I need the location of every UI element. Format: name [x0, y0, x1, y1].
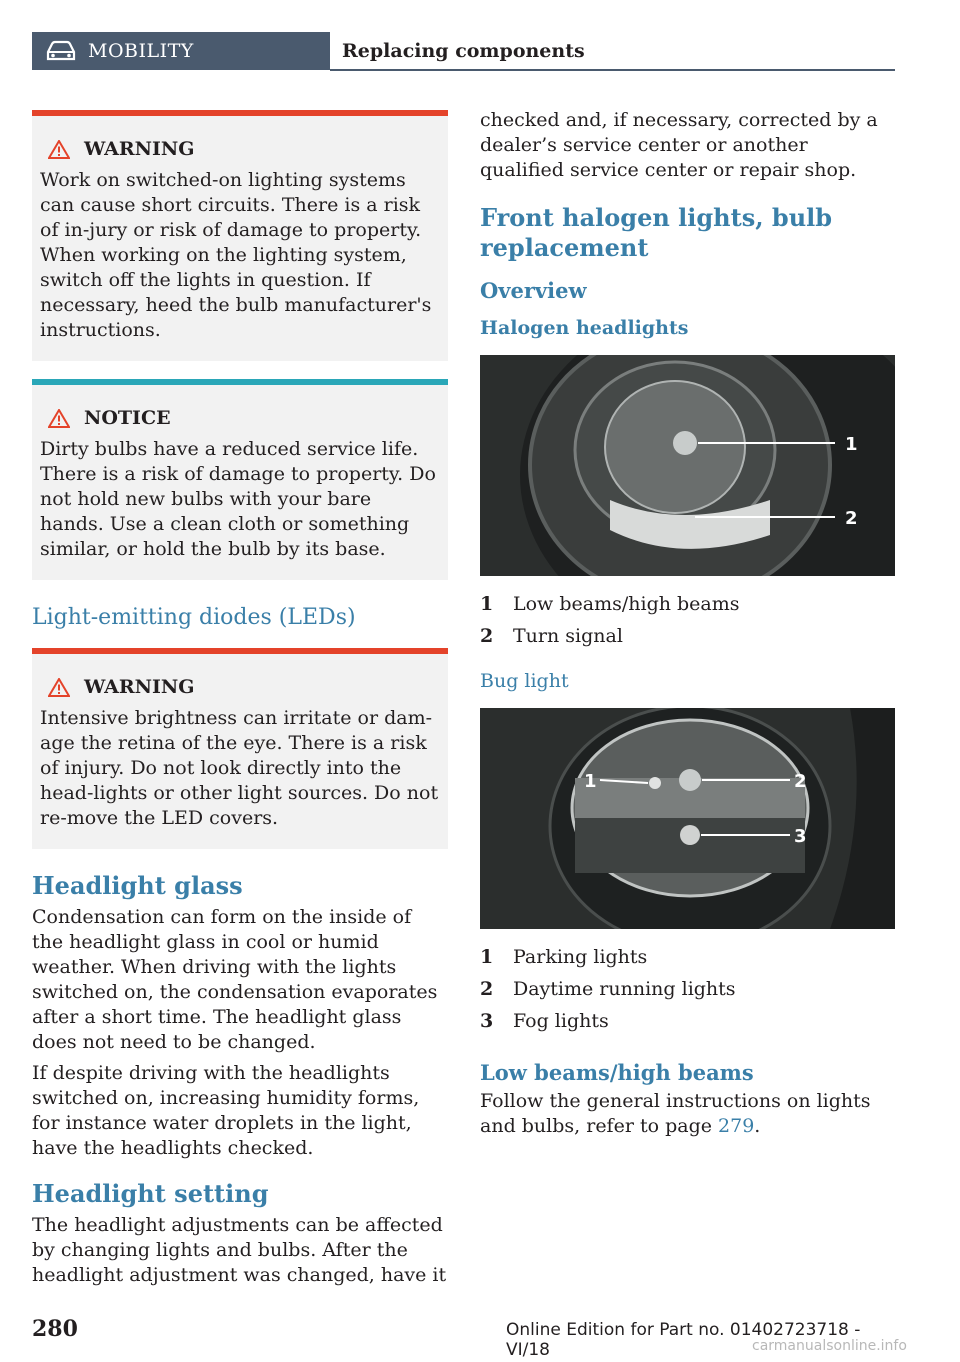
notice-text: Dirty bulbs have a reduced service life. There is a risk of damage to property. Do not hold new bulbs with your bare hands. Use a clean cloth or something similar, or hold the bulb by its base.	[40, 438, 436, 560]
warning-icon	[48, 678, 70, 697]
glass-paragraph-1: Condensation can form on the inside of the headlight glass in cool or humid weather. When driving with the lights switched on, the condensation evaporates after a short time. The headlight glass does not need to be changed.	[32, 906, 438, 1053]
setting-paragraph: The headlight adjustments can be affected by changing lights and bulbs. After the headlight adjustment was changed, have it	[32, 1214, 447, 1286]
bug-light-heading: Bug light	[480, 670, 569, 692]
halogen-headlight-image	[480, 355, 895, 576]
right-column	[480, 108, 895, 1145]
warning-icon	[48, 409, 70, 428]
legend-item	[480, 1005, 895, 1037]
legend-number: 1	[480, 946, 494, 968]
warning-icon	[48, 140, 70, 159]
page-reference-link[interactable]: 279	[718, 1115, 755, 1137]
figure-label-2: 2	[794, 771, 807, 792]
bug-light-illustration	[480, 708, 895, 929]
notice-box	[32, 379, 448, 580]
legend-text: Turn signal	[513, 625, 623, 647]
continued-paragraph: checked and, if necessary, corrected by a dealer’s service center or another qualified service center or repair shop.	[480, 109, 878, 181]
edition-text: Online Edition for Part no. 01402723718 - VI/18	[506, 1320, 861, 1360]
low-beams-paragraph	[480, 1089, 895, 1139]
halogen-heading: Halogen headlights	[480, 317, 689, 339]
legend-number: 1	[480, 593, 494, 615]
left-column	[32, 110, 448, 1294]
legend-number: 3	[480, 1010, 494, 1032]
page-header	[32, 32, 895, 72]
header-rule	[330, 69, 895, 71]
chapter-title: Replacing components	[342, 40, 585, 62]
warning-title: WARNING	[84, 138, 195, 160]
glass-heading: Headlight glass	[32, 871, 243, 900]
warning-box	[32, 110, 448, 361]
legend-text: Low beams/high beams	[513, 593, 740, 615]
glass-paragraph-2: If despite driving with the headlights switched on, increasing humidity forms, for instance water droplets in the light, have the headlights checked.	[32, 1062, 420, 1159]
low-beams-end: .	[754, 1115, 761, 1137]
watermark: carmanualsonline.info	[752, 1338, 907, 1354]
legend-number: 2	[480, 625, 494, 647]
warning-box	[32, 648, 448, 849]
legend-number: 2	[480, 978, 494, 1000]
warning-title: WARNING	[84, 676, 195, 698]
warning-text: Intensive brightness can irritate or dam-age the retina of the eye. There is a risk of injury. Do not look directly into the head-lights or other light sources. Do not re-move the LED covers.	[40, 707, 439, 829]
low-beams-heading: Low beams/high beams	[480, 1060, 754, 1085]
legend-text: Daytime running lights	[513, 978, 736, 1000]
warning-text: Work on switched-on lighting systems can cause short circuits. There is a risk of in-jury or risk of damage to property. When working on the lighting system, switch off the lights in question. If necessary, heed the bulb manufacturer's instructions.	[40, 169, 432, 341]
legend-item	[480, 620, 895, 652]
section-label: MOBILITY	[88, 40, 194, 62]
figure-label-1: 1	[584, 771, 597, 792]
figure-label-2: 2	[845, 508, 858, 529]
page-number: 280	[32, 1316, 78, 1342]
section-tab	[32, 32, 330, 70]
notice-title: NOTICE	[84, 407, 171, 429]
figure-label-1: 1	[845, 434, 858, 455]
setting-heading: Headlight setting	[32, 1179, 269, 1208]
legend-item	[480, 588, 895, 620]
figure-label-3: 3	[794, 826, 807, 847]
car-icon	[44, 40, 78, 62]
legend-item	[480, 941, 895, 973]
legend-item	[480, 973, 895, 1005]
low-beams-text: Follow the general instructions on lights and bulbs, refer to page	[480, 1090, 871, 1137]
bug-light-image	[480, 708, 895, 929]
overview-heading: Overview	[480, 278, 587, 303]
headlight-illustration	[480, 355, 895, 576]
legend-text: Parking lights	[513, 946, 648, 968]
led-heading: Light-emitting diodes (LEDs)	[32, 605, 356, 630]
legend-text: Fog lights	[513, 1010, 609, 1032]
main-heading: Front halogen lights, bulb replacement	[480, 203, 833, 262]
